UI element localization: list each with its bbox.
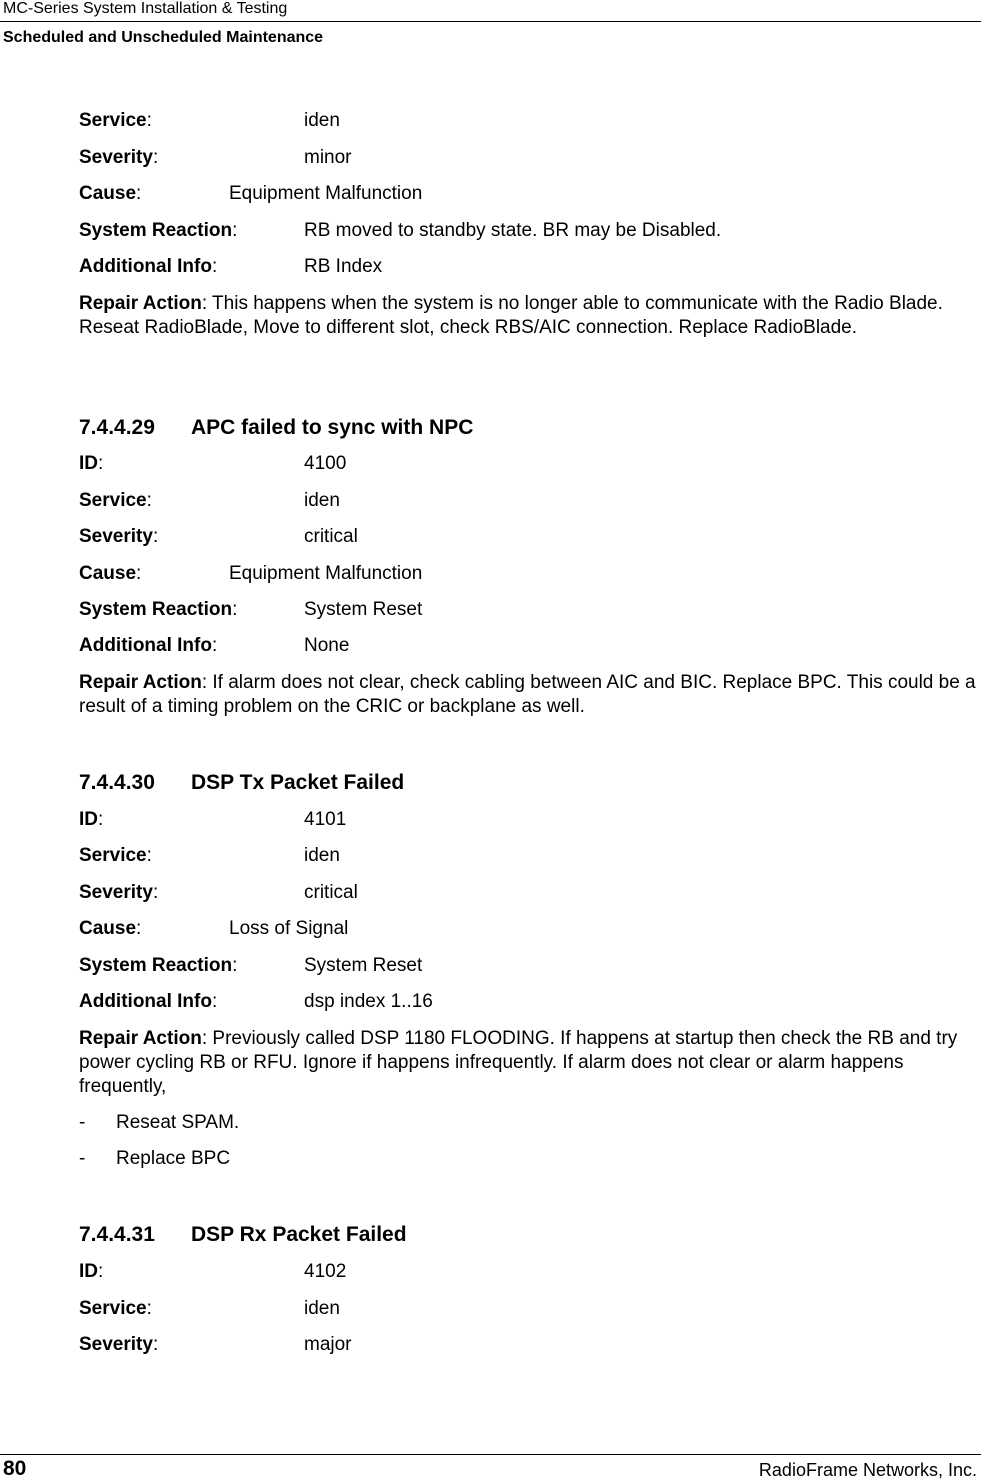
footer-company: RadioFrame Networks, Inc. — [758, 1460, 977, 1480]
field-id: ID: 4101 — [79, 809, 347, 830]
field-value: major — [304, 1334, 352, 1355]
field-label: Service — [79, 1298, 147, 1319]
field-value: 4100 — [304, 453, 347, 474]
field-label: Repair Action — [79, 293, 202, 314]
section-number: 7.4.4.29 — [79, 416, 155, 439]
field-severity: Severity: minor — [79, 147, 352, 168]
field-label: ID — [79, 453, 98, 474]
field-value: RB moved to standby state. BR may be Disabled. — [304, 220, 722, 241]
field-value: 4102 — [304, 1261, 347, 1282]
field-value: dsp index 1..16 — [304, 991, 433, 1012]
field-value: iden — [304, 490, 340, 511]
field-label: Additional Info — [79, 256, 212, 277]
section-number: 7.4.4.30 — [79, 771, 155, 794]
field-label: ID — [79, 809, 98, 830]
header-divider — [0, 21, 981, 22]
field-service: Service: iden — [79, 110, 340, 131]
field-value: Equipment Malfunction — [229, 183, 423, 204]
field-additional-info: Additional Info: dsp index 1..16 — [79, 991, 433, 1012]
field-label: Severity — [79, 882, 153, 903]
field-severity: Severity: major — [79, 1334, 352, 1355]
field-severity: Severity: critical — [79, 526, 358, 547]
field-label: ID — [79, 1261, 98, 1282]
field-severity: Severity: critical — [79, 882, 358, 903]
field-label: System Reaction — [79, 599, 233, 620]
field-value: RB Index — [304, 256, 383, 277]
field-label: Service — [79, 110, 147, 131]
field-value: If alarm does not clear, check cabling between AIC and BIC. Replace BPC. This could be a result of a timing problem on the CRIC or backplane as well. — [79, 672, 976, 717]
field-system-reaction: System Reaction: System Reset — [79, 955, 423, 976]
field-value: 4101 — [304, 809, 347, 830]
field-system-reaction: System Reaction: System Reset — [79, 599, 423, 620]
field-value: Equipment Malfunction — [229, 563, 423, 584]
field-label: Severity — [79, 147, 153, 168]
field-value: iden — [304, 1298, 340, 1319]
field-label: Cause — [79, 563, 137, 584]
page-number: 80 — [3, 1457, 27, 1480]
field-cause: Cause: Loss of Signal — [79, 918, 349, 939]
field-repair-action: Repair Action: This happens when the system is no longer able to communicate with the Radio Blade. Reseat RadioBlade, Move to different slot, check RBS/AIC connection. Replace RadioBlade. — [79, 293, 943, 338]
section-title: APC failed to sync with NPC — [191, 416, 474, 439]
field-service: Service: iden — [79, 490, 340, 511]
field-label: Repair Action — [79, 672, 202, 693]
field-cause: Cause: Equipment Malfunction — [79, 183, 423, 204]
field-additional-info: Additional Info: RB Index — [79, 256, 383, 277]
field-label: Severity — [79, 526, 153, 547]
field-id: ID: 4102 — [79, 1261, 347, 1282]
field-value: iden — [304, 845, 340, 866]
section-number: 7.4.4.31 — [79, 1223, 155, 1246]
field-cause: Cause: Equipment Malfunction — [79, 563, 423, 584]
field-value: Loss of Signal — [229, 918, 349, 939]
field-label: Cause — [79, 918, 137, 939]
document-header-subtitle: Scheduled and Unscheduled Maintenance — [3, 29, 324, 46]
section-title: DSP Rx Packet Failed — [191, 1223, 407, 1246]
field-value: critical — [304, 882, 358, 903]
field-label: Cause — [79, 183, 137, 204]
list-item: - Reseat SPAM. — [79, 1112, 240, 1133]
field-label: Additional Info — [79, 635, 212, 656]
field-repair-action: Repair Action: Previously called DSP 1180 FLOODING. If happens at startup then check the RB and try power cycling RB or RFU. Ignore if happens infrequently. If alarm does not clear or alarm happens frequently, — [79, 1028, 958, 1097]
field-value: iden — [304, 110, 340, 131]
field-label: System Reaction — [79, 220, 233, 241]
section-heading — [79, 771, 404, 795]
field-repair-action: Repair Action: If alarm does not clear, check cabling between AIC and BIC. Replace BPC. This could be a result of a timing problem on the CRIC or backplane as well. — [79, 672, 976, 717]
field-label: Service — [79, 845, 147, 866]
field-label: Severity — [79, 1334, 153, 1355]
section-title: DSP Tx Packet Failed — [191, 771, 405, 794]
field-value: critical — [304, 526, 358, 547]
field-value: None — [304, 635, 350, 656]
field-label: System Reaction — [79, 955, 233, 976]
section-heading — [79, 1223, 407, 1247]
document-header-title: MC-Series System Installation & Testing — [3, 0, 288, 17]
field-label: Service — [79, 490, 147, 511]
field-id: ID: 4100 — [79, 453, 347, 474]
section-heading — [79, 416, 473, 440]
field-service: Service: iden — [79, 1298, 340, 1319]
field-service: Service: iden — [79, 845, 340, 866]
field-system-reaction: System Reaction: RB moved to standby state. BR may be Disabled. — [79, 220, 722, 241]
field-value: minor — [304, 147, 352, 168]
field-value: Previously called DSP 1180 FLOODING. If happens at startup then check the RB and try power cycling RB or RFU. Ignore if happens infrequently. If alarm does not clear or alarm happens frequently, — [79, 1028, 958, 1097]
list-item: - Replace BPC — [79, 1148, 231, 1169]
field-additional-info: Additional Info: None — [79, 635, 350, 656]
field-value: System Reset — [304, 955, 423, 976]
footer-divider — [0, 1454, 981, 1455]
field-label: Additional Info — [79, 991, 212, 1012]
field-value: This happens when the system is no longer able to communicate with the Radio Blade. Reseat RadioBlade, Move to different slot, check RBS/AIC connection. Replace RadioBlade. — [79, 293, 943, 338]
field-label: Repair Action — [79, 1028, 202, 1049]
field-value: System Reset — [304, 599, 423, 620]
